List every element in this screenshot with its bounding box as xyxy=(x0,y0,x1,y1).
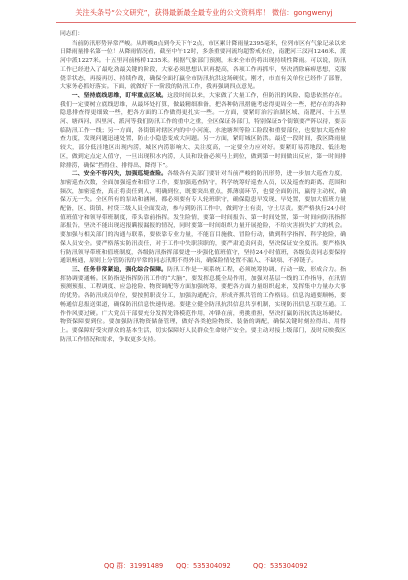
section-1-paragraph xyxy=(60,92,346,170)
footer-contacts xyxy=(0,560,408,570)
greeting: 同志们： xyxy=(60,31,84,37)
section-3-text: 防汛工作是一项系统工程，必须统筹协调、行动一致、形成合力。指挥协调要通畅。区防指是指挥防汛工作的“大脑”，要发挥总揽全局作用，加强对基层一线的工作指导，在汛情预测预报、工程调度、应急抢险、物资调配等方面加强统筹，要把各方面力量组织起来，发挥集中力量办大事的优势。各防汛成员单位，要按照职责分工，加强沟通配合，形成齐抓共管的工作格局。信息沟通要顺畅，要畅通信息报送渠道，确保防汛信息快速传递。要建立健全防汛抗洪信息共享机制，实现防汛信息互联互通。工作作风要过硬。广大党员干部要充分发挥先锋模范作用，冲锋在前，勇挑重担，坚决打赢防汛抗洪这场硬仗。物资保障要到位。要加强防汛物资储备管理，做好各类抢险物资、装备的调配，确保关键时刻拉得出、用得上。要保障好受灾群众的基本生活，切实保障好人民群众生命财产安全。要主动对接上级部门，及时反映我区防汛工作情况和需求，争取更多支持。 xyxy=(60,266,346,343)
document-body xyxy=(60,30,346,540)
section-2-text: 各级各有关部门要针对当前严峻的防汛形势，进一步加大巡查力度，加密巡查次数，全面加强巡查和值守工作，要加强巡查防守，科学统筹好巡查人员，以及巡查的距离、范围和频次，加密巡查，真正将责任到人、明确到位，既要突出重点，抓薄弱环节，也要全面防汛，赢得主动权，确保万无一失。全区所有的泵站和涵闸，都必须要有专人轮班职守，确保隐患早发现、早处置，要加大值班力量配备，区、街镇、村贷三级人员全面发动，参与到防汛工作中，做到守土有责，守土尽责。要严格执行24小时值班值守和领导带班制度，带头靠前指挥。发生险情，要第一时间报告、第一时间处置，第一时间向防汛指挥部报告，坚决不能出现迟报瞒报漏报的情况，同时要第一时间组织力量开展抢险，不给灾害损失扩大的机会。要加强与相关部门的沟通与联系，要依靠专业力量，不能盲目施救、冒险行动，做到科学指挥、科学抢险，确保人员安全。要严格落实防汛责任，对于工作中失职渎职的，要严肃追责问责，坚决保证安全度汛。要严格执行防汛领导带班和值班制度，各级防汛指挥部要进一步强化值班值守，坚持24小时值班，各级负责同志要保持通讯畅通，原则上分管防汛的平常的同志汛期不得外出，确保险情处置不漏人、不缺项、不掉链子。 xyxy=(60,171,346,265)
section-3-heading: 三、任务非常紧迫，强化综合保障。 xyxy=(71,266,168,273)
section-2-paragraph xyxy=(60,170,346,266)
section-1-heading: 一、坚持底线思维，盯牢重点区域。 xyxy=(71,92,168,99)
header-banner: 关注头条号“公文研究”，获得最新最全最专业的公文资料库！ 微信：gongwenyj xyxy=(75,8,333,17)
footer-qq-1: QQ：535304092 xyxy=(176,562,231,570)
intro-paragraph: 当前防汛形势异常严峻。从昨晚8点到今天下午2点，市区累计降雨量2395毫米，位列市区有气象记录以来日降雨量排名第一位！从降雨情况看，截至中午12时，多条重要河流均超警戒水位，南淝河三汊河1246米、派河中派1227米。十五里河前杨桥1235米。根据气象部门预测，未来全市仍将出现持续性降雨。可以说，防汛工作已经进入了最吃劲最关键的阶段，大家必须思想认识再提高，各项工作再抓牢，坚决消除麻痹思想，克服侥幸状态，再接再厉、持续作战，确保全面打赢全市防汛抗洪这场硬仗。刚才，市直有关单位已经作了部署，大家务必抓好落实。下面，就做好下一阶段的防汛工作，我再强调四点意见。 xyxy=(60,40,346,91)
section-2-heading: 二、安全不容闪失，加强巡堤查险。 xyxy=(71,171,168,178)
header-divider xyxy=(56,22,356,23)
section-1-text: 这段时间以来，大家做了大量工作，但防汛的风险、隐患依然存在。我们一定要树立底线思维，从最坏处打算，做最精细准备，把各种防汛措施考虑得更周全一些，把存在的各种隐患排查得更细致一些，把各方面的工作做得更扎实一些。一方面，要紧盯治污治湖区域、南淝河、十五里河、塘西河、四里河、派河等我们防汛工作的重中之重，全区保证各部门，特别保证5个街镇要严阵以待，要亲临防汛工作一线；另一方面，各街镇对辖区内的中小河流、水池塘坝等险工险段和重要部位，也要加大巡查检查力度，发现问题迅速处置，防止小隐患变成大问题。另一方面，紧盯城区防洪。最近一段时间，我区降雨量较大，部分低洼地区出现内涝，城区内涝影响大、关注度高，一定要全力应对好。要紧盯易涝地段、低洼地区，做到定点定人值守，一旦出现积水内涝，人员和设备必须马上到位，做到第一时间做出反应，第一时间排除排涝，确保“挡得住、排得出、降得下”。 xyxy=(60,92,346,169)
section-3-paragraph xyxy=(60,266,346,344)
footer-qq-group: QQ 群：31991489 xyxy=(104,562,164,570)
footer-qq-2: QQ：535304092 xyxy=(253,562,308,570)
